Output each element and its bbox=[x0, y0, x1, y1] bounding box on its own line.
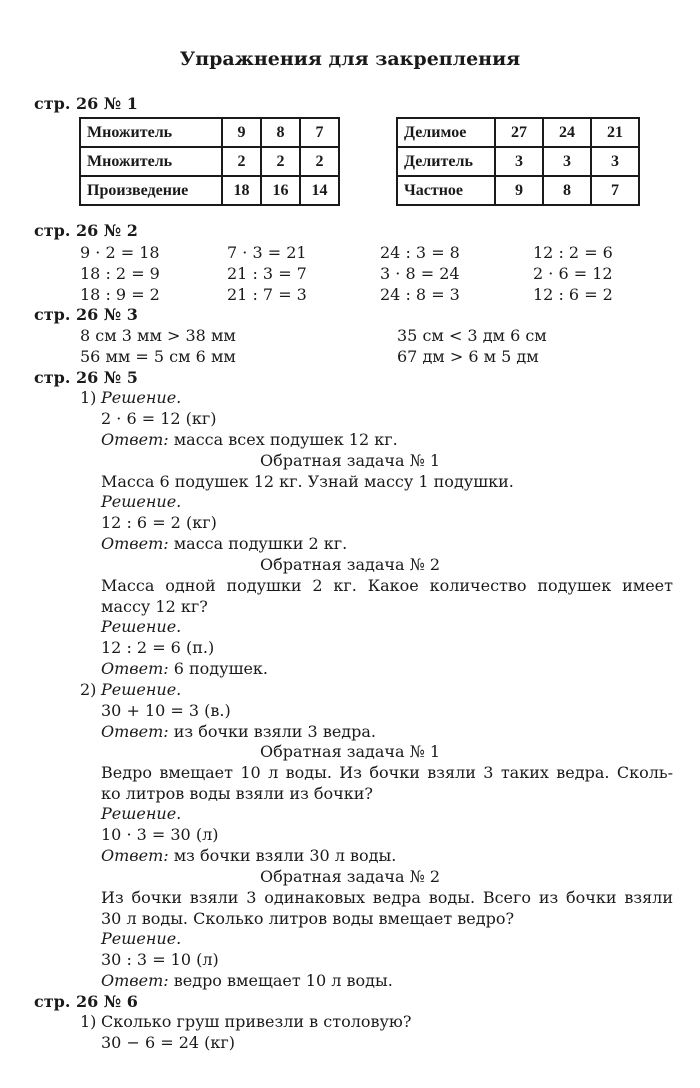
answer-line bbox=[101, 534, 347, 553]
table-cell: 3 bbox=[495, 147, 543, 176]
problem-number: 1) bbox=[80, 1012, 97, 1031]
equation: 18 : 9 = 2 bbox=[80, 285, 160, 304]
solution-expression: 2 · 6 = 12 (кг) bbox=[101, 409, 217, 428]
table-cell: 2 bbox=[261, 147, 300, 176]
answer-line bbox=[101, 971, 393, 990]
equation: 9 · 2 = 18 bbox=[80, 243, 160, 262]
ex2-heading: стр. 26 № 2 bbox=[34, 221, 138, 240]
task-text: 30 л воды. Сколько литров воды вмещает ведро? bbox=[101, 909, 515, 928]
equation: 24 : 8 = 3 bbox=[380, 285, 460, 304]
problem-number: 2) bbox=[80, 680, 97, 699]
division-table bbox=[396, 117, 640, 206]
equation: 18 : 2 = 9 bbox=[80, 264, 160, 283]
table-row bbox=[80, 147, 339, 176]
table-cell: 2 bbox=[300, 147, 339, 176]
equation: 3 · 8 = 24 bbox=[380, 264, 460, 283]
table-cell: 7 bbox=[591, 176, 639, 205]
task-text: Из бочки взяли 3 одинаковых ведра воды. Всего из бочки взяли bbox=[101, 888, 673, 907]
solution-label: Решение. bbox=[101, 929, 182, 948]
answer-label: Ответ: bbox=[101, 846, 169, 865]
task-text: Масса 6 подушек 12 кг. Узнай массу 1 подушки. bbox=[101, 472, 514, 491]
table-cell: 8 bbox=[261, 118, 300, 147]
table-cell: 24 bbox=[543, 118, 591, 147]
equation: 2 · 6 = 12 bbox=[533, 264, 613, 283]
comparison: 67 дм > 6 м 5 дм bbox=[397, 347, 539, 366]
task-text: Сколько груш привезли в столовую? bbox=[101, 1012, 412, 1031]
equation: 24 : 3 = 8 bbox=[380, 243, 460, 262]
answer-text: 6 подушек. bbox=[173, 659, 268, 678]
equation: 21 : 3 = 7 bbox=[227, 264, 307, 283]
solution-expression: 30 + 10 = 3 (в.) bbox=[101, 701, 231, 720]
row-label: Множитель bbox=[80, 118, 222, 147]
answer-text: масса всех подушек 12 кг. bbox=[173, 430, 398, 449]
table-row bbox=[80, 176, 339, 205]
task-text: Ведро вмещает 10 л воды. Из бочки взяли 3 таких ведра. Сколь- bbox=[101, 763, 673, 782]
answer-text: из бочки взяли 3 ведра. bbox=[173, 722, 377, 741]
answer-text: масса подушки 2 кг. bbox=[173, 534, 348, 553]
solution-label: Решение. bbox=[101, 804, 182, 823]
solution-label: Решение. bbox=[101, 680, 182, 699]
table-cell: 21 bbox=[591, 118, 639, 147]
solution-expression: 10 · 3 = 30 (л) bbox=[101, 825, 219, 844]
comparison: 56 мм = 5 см 6 мм bbox=[80, 347, 236, 366]
solution-expression: 30 : 3 = 10 (л) bbox=[101, 950, 219, 969]
answer-text: мз бочки взяли 30 л воды. bbox=[173, 846, 397, 865]
answer-line bbox=[101, 846, 396, 865]
answer-label: Ответ: bbox=[101, 534, 169, 553]
row-label: Делитель bbox=[397, 147, 495, 176]
table-cell: 18 bbox=[222, 176, 261, 205]
multiplication-table bbox=[79, 117, 340, 206]
task-text: Масса одной подушки 2 кг. Какое количество подушек имеет bbox=[101, 576, 673, 595]
inverse-task-title: Обратная задача № 2 bbox=[259, 867, 441, 886]
ex5-heading: стр. 26 № 5 bbox=[34, 368, 138, 387]
inverse-task-title: Обратная задача № 2 bbox=[259, 555, 441, 574]
table-cell: 14 bbox=[300, 176, 339, 205]
table-row bbox=[397, 147, 639, 176]
answer-line bbox=[101, 659, 268, 678]
task-text: массу 12 кг? bbox=[101, 597, 208, 616]
task-text: ко литров воды взяли из бочки? bbox=[101, 784, 373, 803]
page-title: Упражнения для закрепления bbox=[179, 48, 521, 70]
table-cell: 9 bbox=[222, 118, 261, 147]
answer-line bbox=[101, 430, 398, 449]
comparison: 35 см < 3 дм 6 см bbox=[397, 326, 547, 345]
solution-label: Решение. bbox=[101, 492, 182, 511]
equation: 12 : 6 = 2 bbox=[533, 285, 613, 304]
table-cell: 8 bbox=[543, 176, 591, 205]
table-row bbox=[80, 118, 339, 147]
table-cell: 3 bbox=[591, 147, 639, 176]
solution-label: Решение. bbox=[101, 388, 182, 407]
solution-label: Решение. bbox=[101, 617, 182, 636]
row-label: Множитель bbox=[80, 147, 222, 176]
table-cell: 7 bbox=[300, 118, 339, 147]
answer-label: Ответ: bbox=[101, 659, 169, 678]
table-row bbox=[397, 176, 639, 205]
inverse-task-title: Обратная задача № 1 bbox=[259, 451, 441, 470]
ex6-heading: стр. 26 № 6 bbox=[34, 992, 138, 1011]
answer-text: ведро вмещает 10 л воды. bbox=[173, 971, 393, 990]
solution-expression: 30 − 6 = 24 (кг) bbox=[101, 1033, 236, 1052]
comparison: 8 см 3 мм > 38 мм bbox=[80, 326, 236, 345]
row-label: Делимое bbox=[397, 118, 495, 147]
solution-expression: 12 : 6 = 2 (кг) bbox=[101, 513, 217, 532]
row-label: Произведение bbox=[80, 176, 222, 205]
equation: 21 : 7 = 3 bbox=[227, 285, 307, 304]
table-cell: 27 bbox=[495, 118, 543, 147]
table-cell: 2 bbox=[222, 147, 261, 176]
inverse-task-title: Обратная задача № 1 bbox=[259, 742, 441, 761]
row-label: Частное bbox=[397, 176, 495, 205]
solution-expression: 12 : 2 = 6 (п.) bbox=[101, 638, 215, 657]
answer-label: Ответ: bbox=[101, 430, 169, 449]
equation: 12 : 2 = 6 bbox=[533, 243, 613, 262]
answer-label: Ответ: bbox=[101, 722, 169, 741]
table-cell: 3 bbox=[543, 147, 591, 176]
table-cell: 16 bbox=[261, 176, 300, 205]
problem-number: 1) bbox=[80, 388, 97, 407]
answer-line bbox=[101, 722, 376, 741]
ex3-heading: стр. 26 № 3 bbox=[34, 305, 138, 324]
answer-label: Ответ: bbox=[101, 971, 169, 990]
ex1-heading: стр. 26 № 1 bbox=[34, 94, 138, 113]
table-cell: 9 bbox=[495, 176, 543, 205]
table-row bbox=[397, 118, 639, 147]
equation: 7 · 3 = 21 bbox=[227, 243, 307, 262]
